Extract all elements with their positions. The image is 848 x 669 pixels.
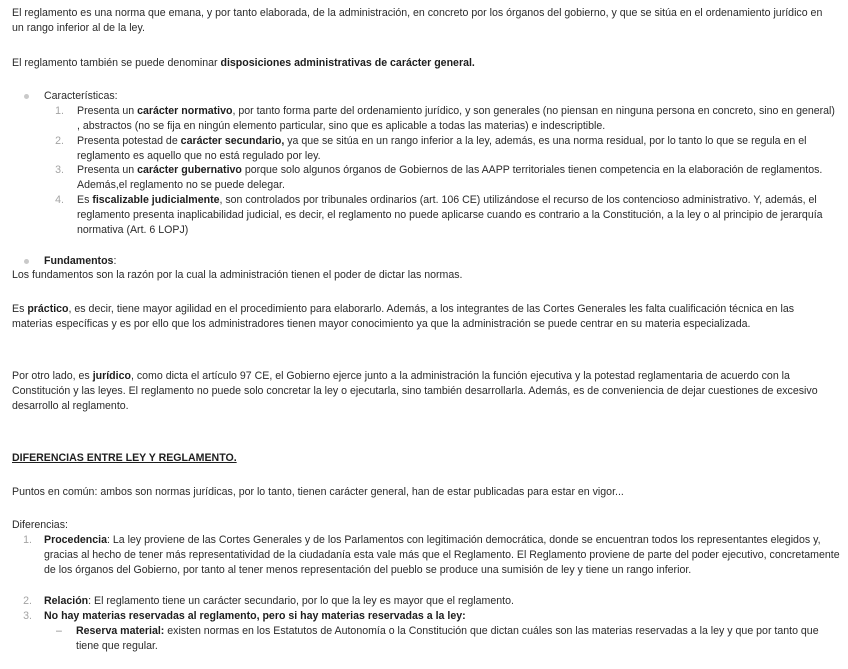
list-item-text: Reserva material: existen normas en los Estatutos de Autonomía o la Constitución que dictan cuáles son las materias reservadas a la ley y que por tanto que tiene que regular. [76,625,819,652]
list-item-text: No hay materias reservadas al reglamento, pero si hay materias reservadas a la ley: [44,610,466,622]
list-number: 2. [55,135,64,147]
fundamentos-paragraph-2: Es práctico, es decir, tiene mayor agilidad en el procedimiento para elaborarlo. Además, a los integrantes de las Cortes Generales les falta cualificación técnica en las materias específicas y es por ello que los administradores tienen mayor conocimiento ya que la administración se puede centrar en su materia especializada. [12,303,795,330]
list-item-text: Relación: El reglamento tiene un carácter secundario, por lo que la ley es mayor que el reglamento. [44,595,514,607]
fundamentos-paragraph-1: Los fundamentos son la razón por la cual la administración tienen el poder de dictar las normas. [12,269,463,281]
caracteristicas-bullet [12,89,836,104]
list-item-text: Es fiscalizable judicialmente, son controlados por tribunales ordinarios (art. 106 CE) utilizándose el recurso de los contencioso administrativo. Y, además, el reglamento presenta inaplicabilidad judicial, es decir, el reglamento no puede aplicarse cuando es contrario a la Constitución, a la ley o al principio de jerarquía normativa (Art. 6 LOPJ) [77,194,823,236]
list-item-text: Presenta potestad de carácter secundario, ya que se sitúa en un rango inferior a la ley, además, es una norma residual, por lo tanto lo que se regula en el reglamento es aquello que no está regulado por ley. [77,135,807,162]
fundamentos-paragraph-3: Por otro lado, es jurídico, como dicta el artículo 97 CE, el Gobierno ejerce junto a la administración la función ejecutiva y la potestad reglamentaria de acuerdo con la Constitución y las leyes. El reglamento no puede solo concretar la ley o ejecutarla, sino también desarrollarla. Además, es de conveniencia de dejar cuestiones de excesivo desarrollo al reglamento. [12,370,818,412]
list-number: 1. [55,105,64,117]
intro-paragraph-2: El reglamento también se puede denominar disposiciones administrativas de carácter general. [12,57,475,69]
list-item-text: Presenta un carácter normativo, por tanto forma parte del ordenamiento jurídico, y son generales (no piensan en ninguna persona en concreto, sino en general) , abstractos (no se fija en ningún elemento particular, sino que es aplicable a todas las materias) e indescriptible. [77,105,835,132]
intro-paragraph-1: El reglamento es una norma que emana, y por tanto elaborada, de la administración, en concreto por los órganos del gobierno, y que se sitúa en el ordenamiento jurídico en un rango inferior al de la ley. [12,7,823,34]
puntos-en-comun: Puntos en común: ambos son normas jurídicas, por lo tanto, tienen carácter general, han de estar publicadas para estar en vigor... [12,486,624,498]
fundamentos-label: Fundamentos: [44,255,117,267]
list-item-text: Procedencia: La ley proviene de las Cortes Generales y de los Parlamentos con legitimación democrática, donde se encuentran todos los representantes elegidos y, gracias al hecho de tener más representatividad de la ciudadanía esta vale más que el Reglamento. El Reglamento proviene de parte del poder ejecutivo, concretamente de los órganos del Gobierno, por tanto al tener menos representación del pueblo se produce una sumisión de ley y tiene un rango inferior. [44,534,840,576]
list-item-text: Presenta un carácter gubernativo porque solo algunos órganos de Gobiernos de las AAPP territoriales tienen competencia en la elaboración de reglamentos. Además,el reglamento no se puede delegar. [77,164,823,191]
list-number: 1. [23,534,32,546]
list-number: 2. [23,595,32,607]
dash-bullet: – [56,625,62,637]
bullet-icon [24,259,29,264]
bullet-icon [24,94,29,99]
fundamentos-bullet [12,254,836,269]
diferencias-label: Diferencias: [12,519,68,531]
list-number: 3. [55,164,64,176]
list-number: 4. [55,194,64,206]
caracteristicas-label: Características: [44,90,118,102]
section-heading: DIFERENCIAS ENTRE LEY Y REGLAMENTO. [12,452,237,464]
list-number: 3. [23,610,32,622]
